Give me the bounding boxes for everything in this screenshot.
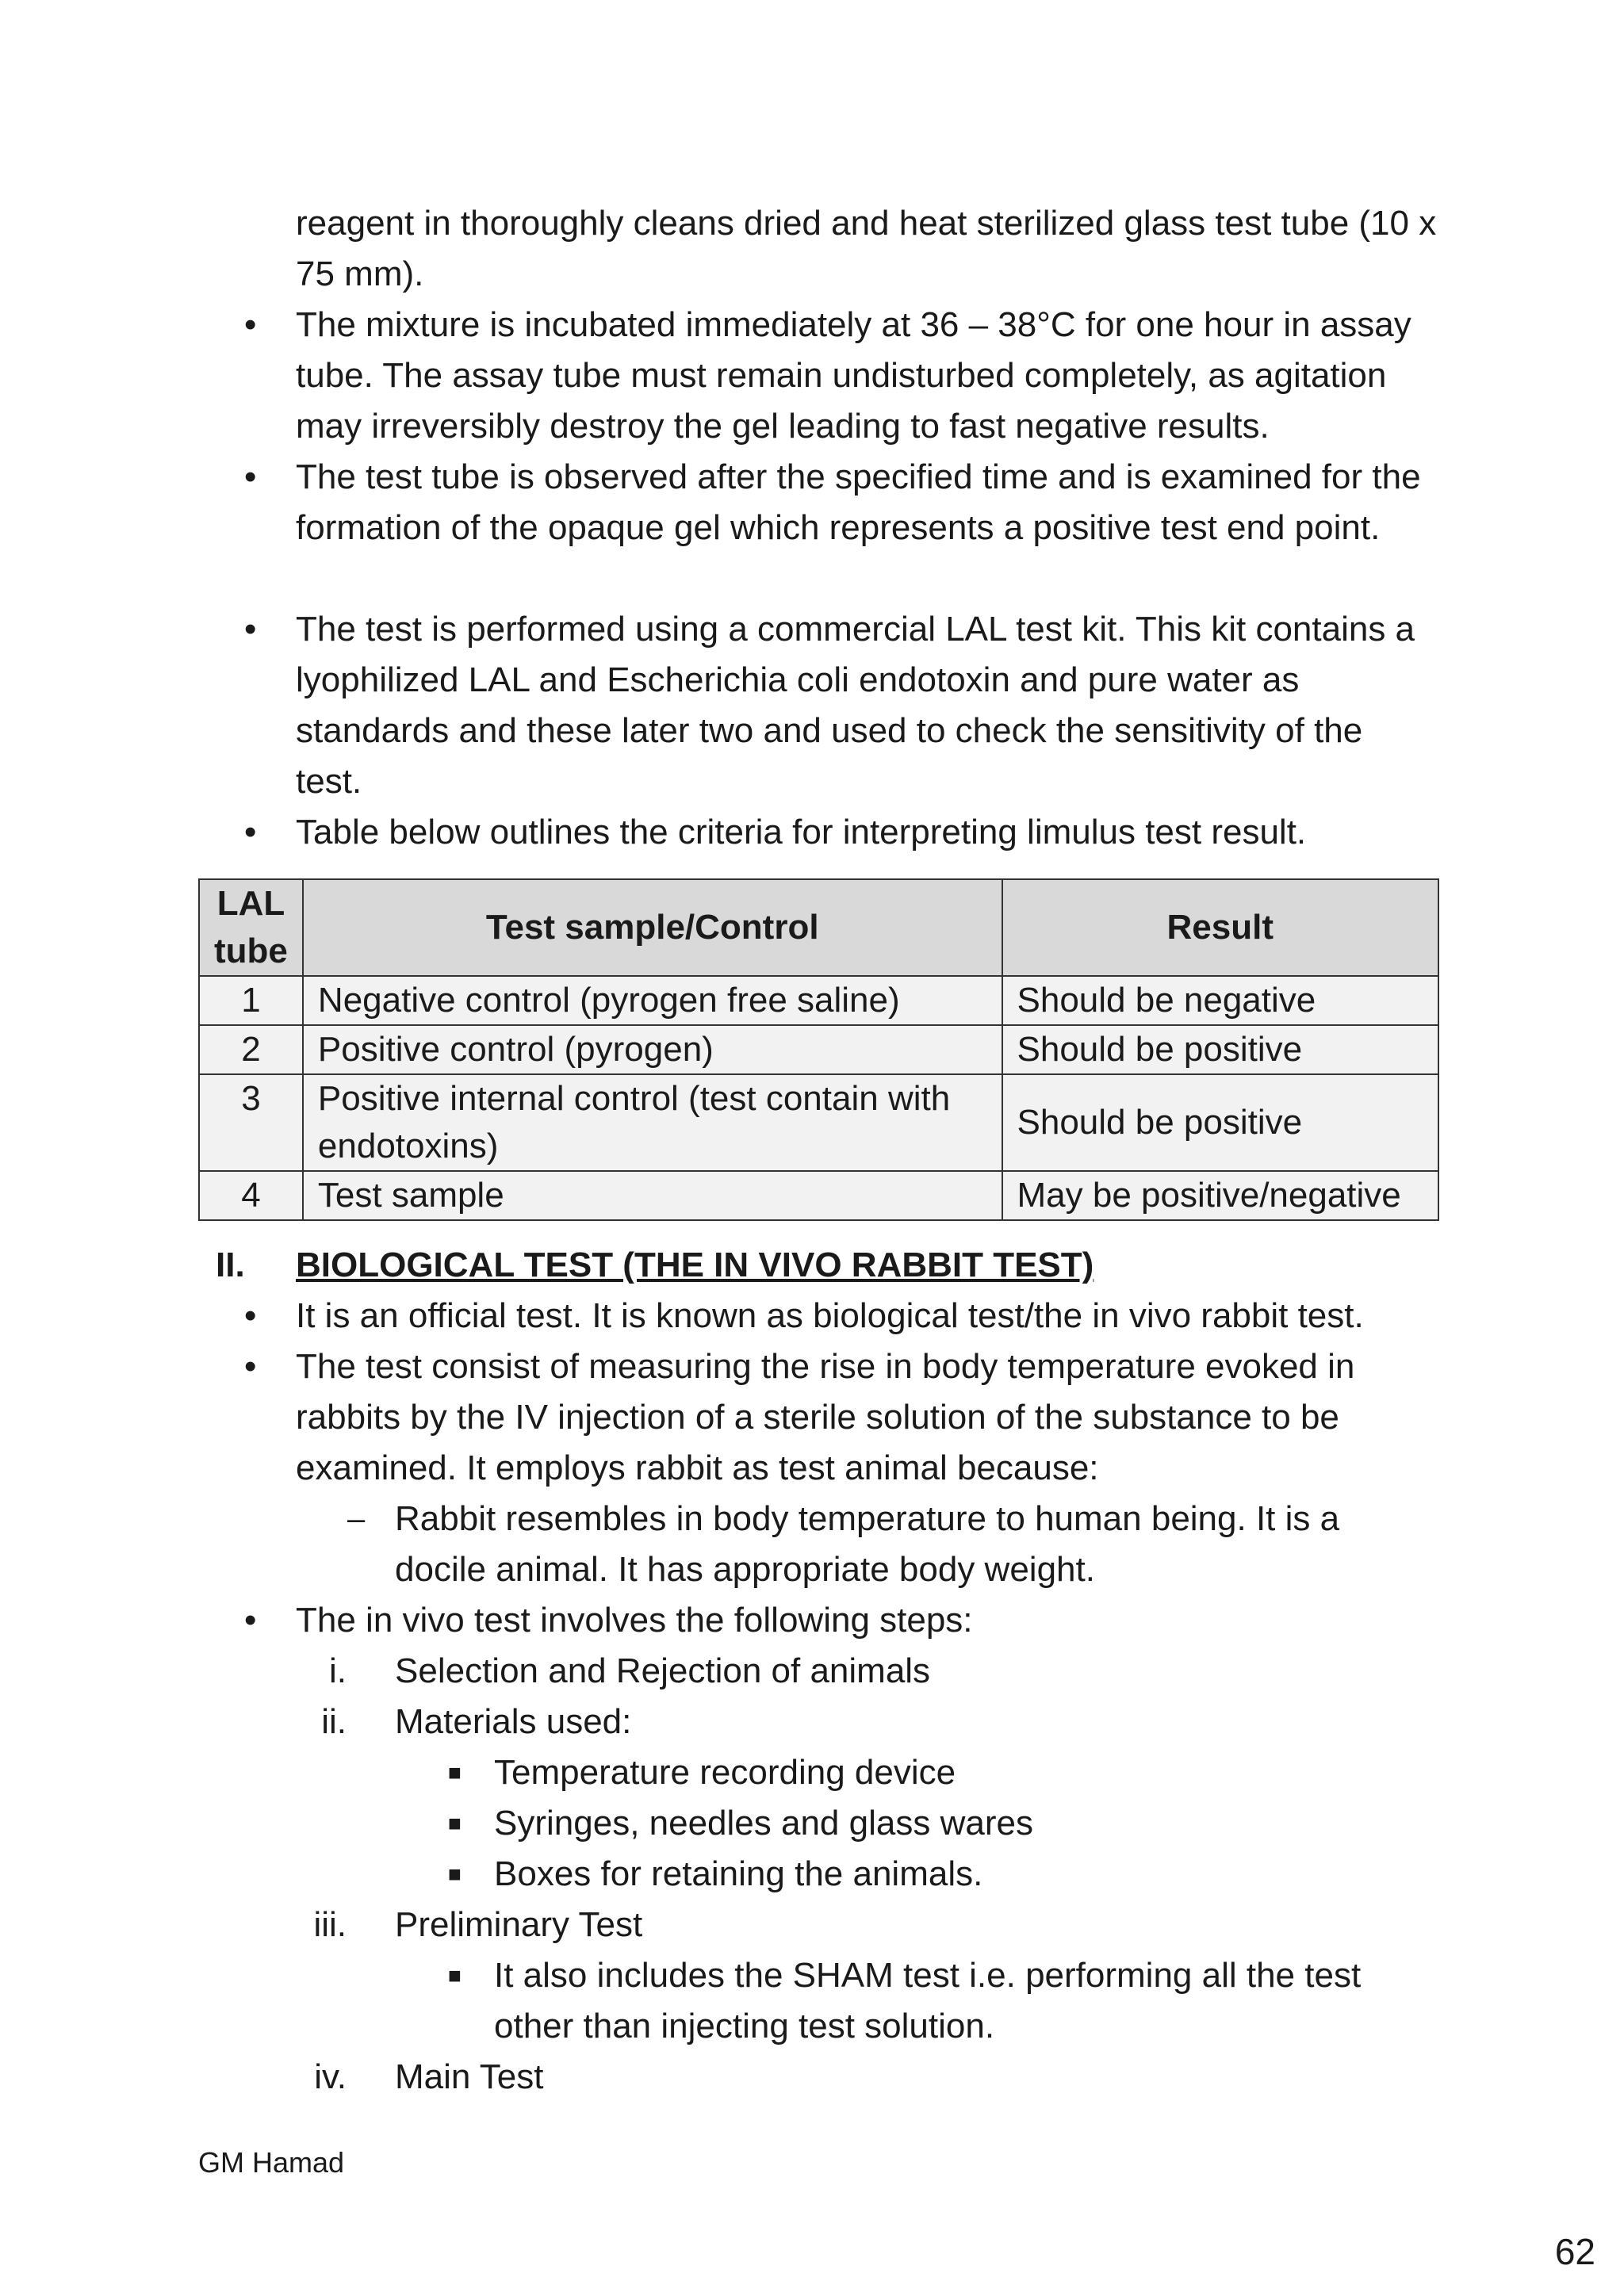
cell-tube: 4 — [199, 1171, 303, 1220]
table-row — [199, 1025, 1438, 1074]
cell-result: May be positive/negative — [1002, 1171, 1439, 1220]
cell-tube: 1 — [199, 976, 303, 1025]
cell-sample: Positive control (pyrogen) — [303, 1025, 1002, 1074]
cell-result: Should be positive — [1002, 1074, 1439, 1171]
cell-result: Should be positive — [1002, 1025, 1439, 1074]
header-result: Result — [1002, 879, 1439, 976]
bullet-icon: • — [244, 1296, 257, 1335]
continuation-paragraph: reagent in thoroughly cleans dried and heat sterilized glass test tube (10 x 75 mm). — [296, 204, 1437, 293]
bullet-steps-intro: The in vivo test involves the following steps: — [296, 1601, 973, 1640]
material-item: Syringes, needles and glass wares — [494, 1804, 1033, 1843]
bullet-test-description: The test consist of measuring the rise in body temperature evoked in rabbits by the IV injection of a sterile solution of the substance to be examined. It employs rabbit as test animal because: — [296, 1347, 1355, 1487]
bullet-icon: • — [244, 1601, 257, 1640]
table-header-row — [199, 879, 1438, 976]
table-row — [199, 1171, 1438, 1220]
square-bullet-icon: ■ — [448, 1760, 462, 1785]
step-numeral: ii. — [321, 1702, 347, 1741]
bullet-icon: • — [244, 813, 257, 851]
cell-result: Should be negative — [1002, 976, 1439, 1025]
cell-sample: Negative control (pyrogen free saline) — [303, 976, 1002, 1025]
bullet-official-test: It is an official test. It is known as biological test/the in vivo rabbit test. — [296, 1296, 1364, 1335]
step-text: Main Test — [395, 2057, 544, 2096]
dash-rabbit-reason: Rabbit resembles in body temperature to human being. It is a docile animal. It has appropriate body weight. — [395, 1499, 1340, 1589]
section-numeral: II. — [216, 1246, 245, 1284]
preliminary-detail: It also includes the SHAM test i.e. performing all the test other than injecting test solution. — [494, 1956, 1362, 2045]
step-text: Selection and Rejection of animals — [395, 1651, 931, 1690]
step-numeral: iii. — [313, 1905, 347, 1944]
cell-tube: 2 — [199, 1025, 303, 1074]
bullet-icon: • — [244, 457, 257, 496]
footer-author: GM Hamad — [198, 2146, 345, 2179]
material-item: Temperature recording device — [494, 1753, 956, 1792]
square-bullet-icon: ■ — [448, 1862, 462, 1886]
header-test-sample: Test sample/Control — [303, 879, 1002, 976]
table-row — [199, 976, 1438, 1025]
dash-icon: – — [347, 1502, 366, 1536]
cell-sample: Test sample — [303, 1171, 1002, 1220]
step-numeral: i. — [329, 1651, 347, 1690]
step-numeral: iv. — [314, 2057, 347, 2096]
bullet-icon: • — [244, 1347, 257, 1386]
bullet-lal-kit: The test is performed using a commercial LAL test kit. This kit contains a lyophilized LAL and Escherichia coli endotoxin and pure water as standards and these later two and used to check the sensitivity of the test. — [296, 610, 1415, 801]
section-title: BIOLOGICAL TEST (THE IN VIVO RABBIT TEST) — [296, 1246, 1094, 1284]
step-text: Preliminary Test — [395, 1905, 643, 1944]
bullet-observation: The test tube is observed after the specified time and is examined for the formation of the opaque gel which represents a positive test end point. — [296, 457, 1421, 547]
step-text: Materials used: — [395, 1702, 632, 1741]
material-item: Boxes for retaining the animals. — [494, 1854, 983, 1893]
cell-sample: Positive internal control (test contain with endotoxins) — [303, 1074, 1002, 1171]
bullet-icon: • — [244, 610, 257, 649]
bullet-incubation: The mixture is incubated immediately at 36 – 38°C for one hour in assay tube. The assay tube must remain undisturbed completely, as agitation may irreversibly destroy the gel leading to fast negative results. — [296, 305, 1411, 446]
header-lal-tube: LAL tube — [199, 879, 303, 976]
page-number: 62 — [1554, 2231, 1595, 2272]
square-bullet-icon: ■ — [448, 1811, 462, 1835]
limulus-criteria-table — [198, 878, 1439, 1221]
square-bullet-icon: ■ — [448, 1963, 462, 1988]
table-row — [199, 1074, 1438, 1171]
bullet-table-intro: Table below outlines the criteria for interpreting limulus test result. — [296, 813, 1307, 851]
cell-tube: 3 — [199, 1074, 303, 1171]
bullet-icon: • — [244, 305, 257, 344]
